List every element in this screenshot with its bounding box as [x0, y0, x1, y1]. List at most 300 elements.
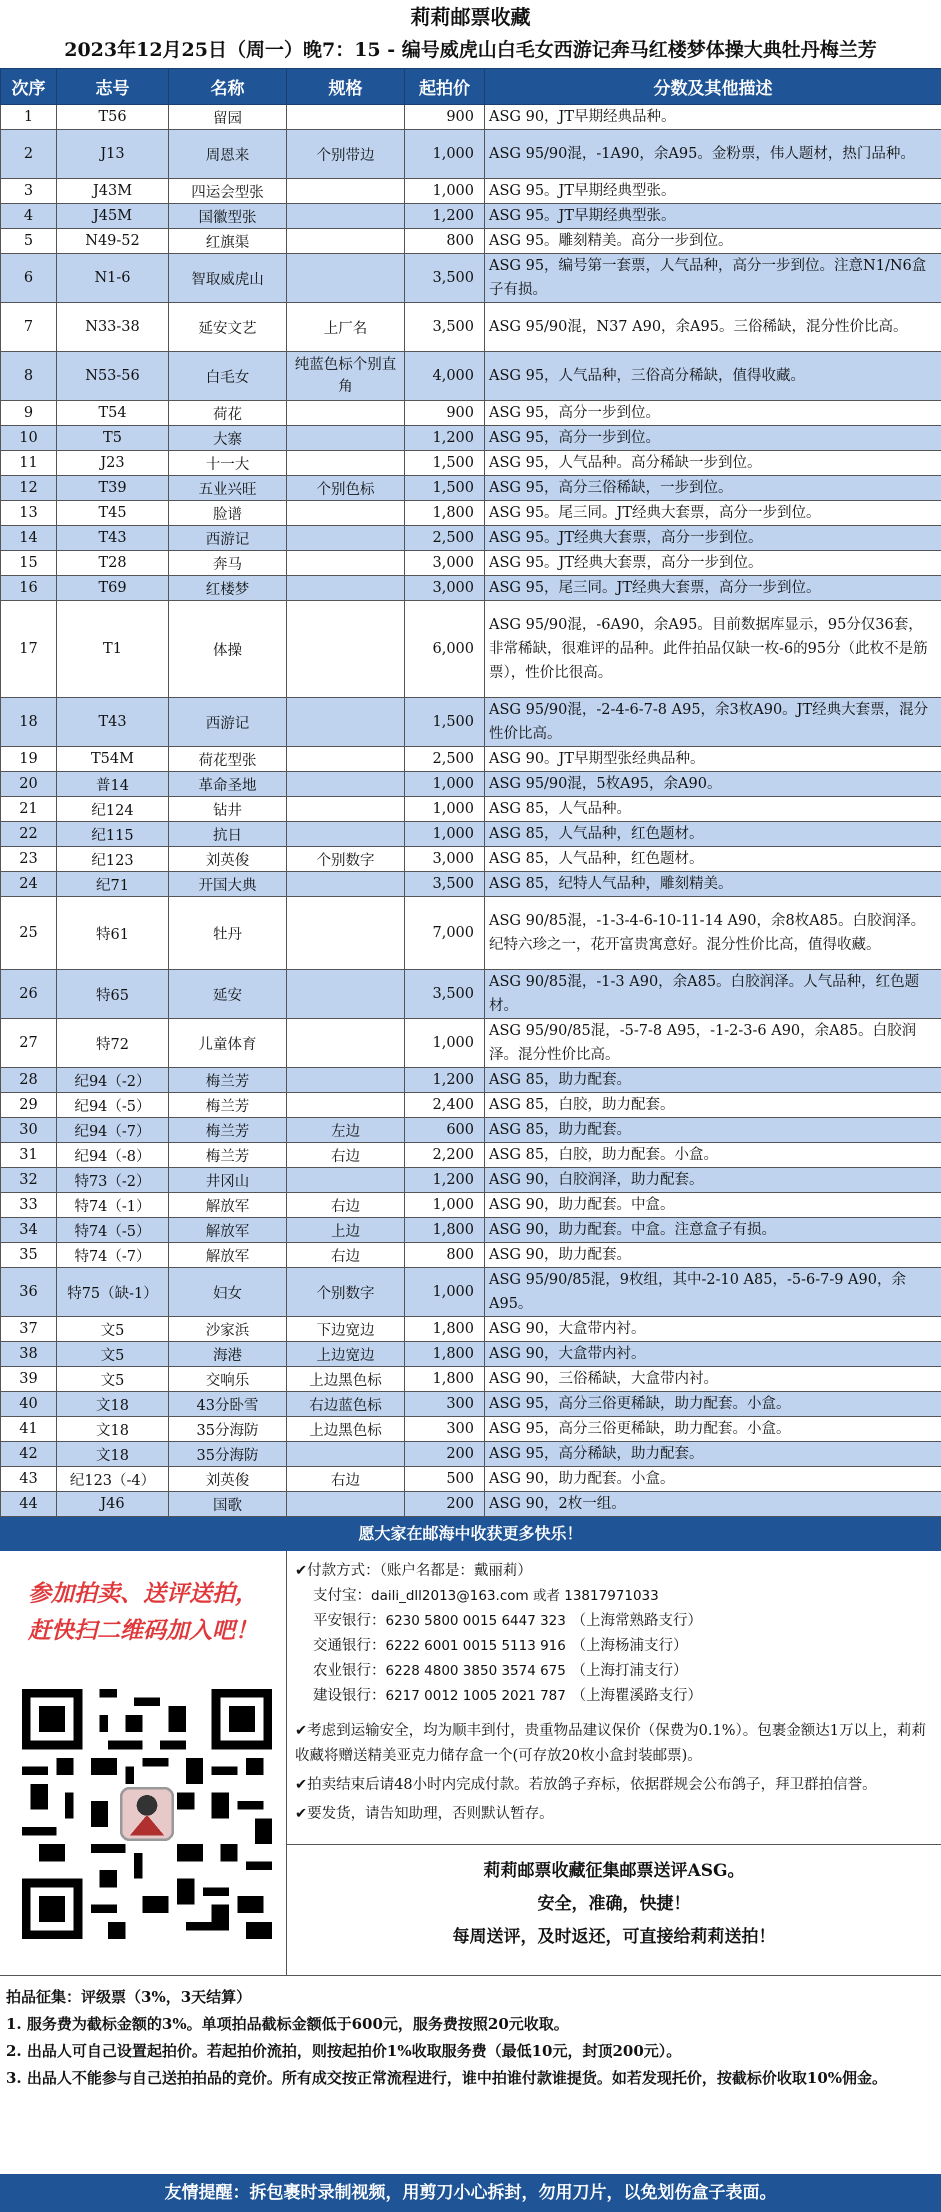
lot-name: 革命圣地 [169, 772, 287, 797]
lot-price: 300 [405, 1417, 485, 1442]
lot-code: J46 [57, 1492, 169, 1517]
lot-spec: 上边黑色标 [287, 1367, 405, 1392]
lot-number: 36 [1, 1268, 57, 1317]
lot-desc: ASG 85，白胶，助力配套。小盒。 [485, 1143, 941, 1168]
lot-spec [287, 179, 405, 204]
lot-code: J43M [57, 179, 169, 204]
payment-note: ✔考虑到运输安全，均为顺丰到付，贵重物品建议保价（保费为0.1%）。包裹金额达1万以上，莉莉收藏将赠送精美亚克力储存盒一个(可存放20枚小盒封装邮票)。 [295, 1723, 926, 1764]
lot-spec: 右边 [287, 1467, 405, 1492]
lot-name: 交响乐 [169, 1367, 287, 1392]
bank-branch: （上海打浦支行） [571, 1663, 688, 1679]
table-row [1, 1168, 941, 1193]
lot-price: 200 [405, 1492, 485, 1517]
lot-number: 28 [1, 1068, 57, 1093]
lot-spec [287, 747, 405, 772]
lot-spec: 个别数字 [287, 847, 405, 872]
lot-desc: ASG 95/90混，5枚A95，余A90。 [485, 772, 941, 797]
table-row [1, 1442, 941, 1467]
lot-spec: 左边 [287, 1118, 405, 1143]
lot-number: 18 [1, 698, 57, 747]
lot-number: 5 [1, 229, 57, 254]
lot-price: 1,500 [405, 698, 485, 747]
table-row [1, 1342, 941, 1367]
lot-spec [287, 601, 405, 698]
lot-price: 4,000 [405, 352, 485, 401]
lot-number: 1 [1, 105, 57, 130]
lot-number: 38 [1, 1342, 57, 1367]
lot-name: 沙家浜 [169, 1317, 287, 1342]
lot-name: 井冈山 [169, 1168, 287, 1193]
lot-desc: ASG 95，人气品种。高分稀缺一步到位。 [485, 451, 941, 476]
lot-price: 1,800 [405, 1317, 485, 1342]
collection-rule: 2. 出品人可自己设置起拍价。若起拍价流拍，则按起拍价1%收取服务费（最低10元，封顶200元）。 [6, 2042, 682, 2060]
table-row [1, 551, 941, 576]
lots-table [0, 68, 941, 1517]
table-row [1, 1019, 941, 1068]
lot-price: 600 [405, 1118, 485, 1143]
lot-number: 33 [1, 1193, 57, 1218]
lot-number: 14 [1, 526, 57, 551]
lot-desc: ASG 95/90混，N37 A90，余A95。三俗稀缺，混分性价比高。 [485, 303, 941, 352]
lot-number: 20 [1, 772, 57, 797]
lot-desc: ASG 95。JT经典大套票，高分一步到位。 [485, 551, 941, 576]
lot-desc: ASG 95。JT经典大套票，高分一步到位。 [485, 526, 941, 551]
lots-table-body [1, 105, 941, 1517]
catalog-subtitle: 2023年12月25日（周一）晚7：15 - 编号威虎山白毛女西游记奔马红楼梦体操大典牡丹梅兰芳 [64, 39, 877, 61]
lot-name: 刘英俊 [169, 847, 287, 872]
lot-code: 文18 [57, 1442, 169, 1467]
lot-number: 7 [1, 303, 57, 352]
lot-code: N33-38 [57, 303, 169, 352]
bank-account: 6230 5800 0015 6447 323 [385, 1613, 566, 1629]
lot-spec [287, 501, 405, 526]
lot-price: 1,200 [405, 426, 485, 451]
lot-name: 西游记 [169, 526, 287, 551]
lot-spec: 上厂名 [287, 303, 405, 352]
lot-price: 900 [405, 401, 485, 426]
bank-branch: （上海瞿溪路支行） [571, 1688, 702, 1704]
lot-code: 纪123 [57, 847, 169, 872]
lot-name: 智取威虎山 [169, 254, 287, 303]
lot-price: 3,500 [405, 303, 485, 352]
lot-desc: ASG 95，高分三俗更稀缺，助力配套。小盒。 [485, 1392, 941, 1417]
lot-price: 3,000 [405, 847, 485, 872]
lot-price: 1,000 [405, 1193, 485, 1218]
table-row [1, 1467, 941, 1492]
lot-desc: ASG 90，三俗稀缺，大盒带内衬。 [485, 1367, 941, 1392]
lot-spec: 纯蓝色标个别直角 [287, 352, 405, 401]
lot-desc: ASG 90，大盒带内衬。 [485, 1342, 941, 1367]
col-header-spec: 规格 [287, 69, 405, 105]
payment-note: ✔要发货，请告知助理，否则默认暂存。 [295, 1806, 554, 1822]
lot-number: 27 [1, 1019, 57, 1068]
lot-price: 3,500 [405, 970, 485, 1019]
lot-name: 牡丹 [169, 897, 287, 970]
table-row [1, 303, 941, 352]
lot-code: T28 [57, 551, 169, 576]
lot-number: 13 [1, 501, 57, 526]
payment-note: ✔拍卖结束后请48小时内完成付款。若放鸽子弃标，依据群规会公布鸽子，拜卫群拍信誉。 [295, 1777, 877, 1793]
bank-row [295, 1684, 931, 1709]
lot-spec [287, 426, 405, 451]
lot-desc: ASG 95，高分一步到位。 [485, 401, 941, 426]
lot-desc: ASG 90，助力配套。小盒。 [485, 1467, 941, 1492]
join-line1: 参加拍卖、送评送拍， [28, 1580, 258, 1607]
banner: 愿大家在邮海中收获更多快乐！ [0, 1517, 941, 1551]
col-header-name: 名称 [169, 69, 287, 105]
lot-spec [287, 576, 405, 601]
lot-price: 1,800 [405, 1367, 485, 1392]
lot-desc: ASG 95/90混，-1A90，余A95。金粉票，伟人题材，热门品种。 [485, 130, 941, 179]
table-row [1, 426, 941, 451]
lot-spec [287, 1093, 405, 1118]
alipay-label: 支付宝： [313, 1588, 371, 1604]
promo-line2: 安全，准确，快捷！ [537, 1894, 691, 1914]
lot-price: 500 [405, 1467, 485, 1492]
lot-code: 特74（-1） [57, 1193, 169, 1218]
lot-name: 海港 [169, 1342, 287, 1367]
lot-name: 梅兰芳 [169, 1118, 287, 1143]
lot-spec: 上边 [287, 1218, 405, 1243]
table-row [1, 526, 941, 551]
lot-code: 特75（缺-1） [57, 1268, 169, 1317]
lot-spec [287, 698, 405, 747]
table-row [1, 822, 941, 847]
lot-code: 纪123（-4） [57, 1467, 169, 1492]
lot-name: 国徽型张 [169, 204, 287, 229]
lot-code: 纪94（-8） [57, 1143, 169, 1168]
lot-number: 34 [1, 1218, 57, 1243]
table-row [1, 1093, 941, 1118]
lot-name: 梅兰芳 [169, 1143, 287, 1168]
lot-number: 16 [1, 576, 57, 601]
lot-code: 文5 [57, 1317, 169, 1342]
lot-price: 200 [405, 1442, 485, 1467]
bank-row [295, 1609, 931, 1634]
lot-number: 32 [1, 1168, 57, 1193]
lot-spec [287, 1068, 405, 1093]
lot-name: 四运会型张 [169, 179, 287, 204]
table-row [1, 501, 941, 526]
collection-rules [0, 1976, 941, 2100]
lot-name: 刘英俊 [169, 1467, 287, 1492]
lot-number: 23 [1, 847, 57, 872]
lot-price: 3,000 [405, 551, 485, 576]
lot-desc: ASG 85，纪特人气品种，雕刻精美。 [485, 872, 941, 897]
table-row [1, 1118, 941, 1143]
lot-desc: ASG 85，助力配套。 [485, 1118, 941, 1143]
lot-desc: ASG 90。JT早期型张经典品种。 [485, 747, 941, 772]
lot-number: 43 [1, 1467, 57, 1492]
lot-number: 9 [1, 401, 57, 426]
lot-code: T1 [57, 601, 169, 698]
lot-desc: ASG 95/90/85混，-5-7-8 A95，-1-2-3-6 A90，余A85。白胶润泽。混分性价比高。 [485, 1019, 941, 1068]
lot-name: 解放军 [169, 1243, 287, 1268]
rules-list [6, 2011, 935, 2092]
lot-spec [287, 897, 405, 970]
payment-info [287, 1551, 941, 1845]
table-row [1, 847, 941, 872]
table-row [1, 897, 941, 970]
lot-price: 1,200 [405, 204, 485, 229]
lot-desc: ASG 95，尾三同。JT经典大套票，高分一步到位。 [485, 576, 941, 601]
lot-desc: ASG 95，高分一步到位。 [485, 426, 941, 451]
table-row [1, 601, 941, 698]
lot-code: 普14 [57, 772, 169, 797]
lot-price: 1,800 [405, 501, 485, 526]
lot-number: 29 [1, 1093, 57, 1118]
lot-price: 1,000 [405, 822, 485, 847]
lot-price: 1,000 [405, 797, 485, 822]
lot-price: 2,500 [405, 526, 485, 551]
lot-price: 1,000 [405, 179, 485, 204]
lot-code: 特74（-7） [57, 1243, 169, 1268]
lot-code: 特61 [57, 897, 169, 970]
lot-code: 文18 [57, 1417, 169, 1442]
table-row [1, 179, 941, 204]
lot-name: 35分海防 [169, 1442, 287, 1467]
lot-code: J23 [57, 451, 169, 476]
lot-price: 1,000 [405, 1268, 485, 1317]
table-row [1, 352, 941, 401]
lot-number: 40 [1, 1392, 57, 1417]
lot-code: T54M [57, 747, 169, 772]
bank-account: 6222 6001 0015 5113 916 [385, 1638, 566, 1654]
lot-spec [287, 1168, 405, 1193]
lot-desc: ASG 90，2枚一组。 [485, 1492, 941, 1517]
lot-desc: ASG 85，白胶，助力配套。 [485, 1093, 941, 1118]
collection-rule: 3. 出品人不能参与自己送拍拍品的竞价。所有成交按正常流程进行，谁中拍谁付款谁提货。如若发现托价，按截标价收取10%佣金。 [6, 2069, 888, 2087]
lot-code: 特74（-5） [57, 1218, 169, 1243]
bank-name: 农业银行： [313, 1663, 386, 1679]
table-row [1, 576, 941, 601]
lot-name: 十一大 [169, 451, 287, 476]
lot-price: 300 [405, 1392, 485, 1417]
lot-number: 37 [1, 1317, 57, 1342]
lot-spec [287, 526, 405, 551]
lot-code: 纪94（-5） [57, 1093, 169, 1118]
table-row [1, 970, 941, 1019]
lot-name: 白毛女 [169, 352, 287, 401]
table-row [1, 1068, 941, 1093]
lot-name: 五业兴旺 [169, 476, 287, 501]
table-row [1, 772, 941, 797]
alipay-row [295, 1584, 931, 1609]
lot-price: 1,200 [405, 1168, 485, 1193]
reminder-banner: 友情提醒：拆包裹时录制视频，用剪刀小心拆封，勿用刀片，以免划伤盒子表面。 [0, 2174, 941, 2212]
lot-desc: ASG 90，助力配套。中盒。 [485, 1193, 941, 1218]
table-row [1, 451, 941, 476]
lot-number: 15 [1, 551, 57, 576]
col-header-desc: 分数及其他描述 [485, 69, 941, 105]
qr-code-icon[interactable] [22, 1689, 272, 1939]
lot-spec [287, 551, 405, 576]
lot-code: T56 [57, 105, 169, 130]
bank-row [295, 1659, 931, 1684]
lot-desc: ASG 90，大盒带内衬。 [485, 1317, 941, 1342]
lot-number: 31 [1, 1143, 57, 1168]
lot-name: 西游记 [169, 698, 287, 747]
table-row [1, 1492, 941, 1517]
lot-desc: ASG 85，人气品种，红色题材。 [485, 847, 941, 872]
table-row [1, 1243, 941, 1268]
lot-code: T69 [57, 576, 169, 601]
lot-number: 26 [1, 970, 57, 1019]
table-row [1, 1143, 941, 1168]
bank-row [295, 1634, 931, 1659]
bank-name: 建设银行： [313, 1688, 386, 1704]
join-line2: 赶快扫二维码加入吧！ [28, 1617, 258, 1644]
lot-code: N53-56 [57, 352, 169, 401]
table-header-row [1, 69, 941, 105]
col-header-code: 志号 [57, 69, 169, 105]
table-row [1, 105, 941, 130]
lot-number: 4 [1, 204, 57, 229]
lot-price: 2,500 [405, 747, 485, 772]
table-row [1, 401, 941, 426]
lot-name: 解放军 [169, 1218, 287, 1243]
lot-name: 脸谱 [169, 501, 287, 526]
lot-price: 1,000 [405, 130, 485, 179]
bank-name: 平安银行： [313, 1613, 386, 1629]
lot-price: 1,500 [405, 451, 485, 476]
table-row [1, 476, 941, 501]
lot-price: 3,500 [405, 872, 485, 897]
lot-name: 35分海防 [169, 1417, 287, 1442]
lot-spec [287, 872, 405, 897]
lot-number: 8 [1, 352, 57, 401]
lot-name: 43分卧雪 [169, 1392, 287, 1417]
lot-price: 900 [405, 105, 485, 130]
catalog-title: 莉莉邮票收藏 [410, 5, 531, 29]
lot-name: 荷花型张 [169, 747, 287, 772]
lot-spec [287, 1492, 405, 1517]
payment-notes [295, 1719, 931, 1827]
alipay-account: daili_dll2013@163.com 或者 13817971033 [371, 1588, 659, 1604]
lot-number: 25 [1, 897, 57, 970]
lot-name: 解放军 [169, 1193, 287, 1218]
lot-price: 1,200 [405, 1068, 485, 1093]
lot-spec [287, 204, 405, 229]
lot-number: 39 [1, 1367, 57, 1392]
lot-number: 42 [1, 1442, 57, 1467]
lot-number: 12 [1, 476, 57, 501]
lot-desc: ASG 95，编号第一套票，人气品种，高分一步到位。注意N1/N6盒子有损。 [485, 254, 941, 303]
lot-name: 红旗渠 [169, 229, 287, 254]
lot-code: 纪94（-2） [57, 1068, 169, 1093]
lot-number: 30 [1, 1118, 57, 1143]
lot-code: T45 [57, 501, 169, 526]
table-row [1, 1392, 941, 1417]
lot-price: 800 [405, 229, 485, 254]
table-row [1, 698, 941, 747]
lot-spec [287, 970, 405, 1019]
lot-spec: 上边黑色标 [287, 1417, 405, 1442]
promo-box [287, 1845, 941, 1975]
lot-code: 纪94（-7） [57, 1118, 169, 1143]
join-text [0, 1551, 286, 1649]
bank-branch: （上海杨浦支行） [571, 1638, 688, 1654]
table-row [1, 1193, 941, 1218]
lot-code: T54 [57, 401, 169, 426]
bank-account: 6228 4800 3850 3574 675 [385, 1663, 566, 1679]
lot-desc: ASG 90，助力配套。 [485, 1243, 941, 1268]
lot-price: 1,800 [405, 1342, 485, 1367]
lot-spec: 右边 [287, 1193, 405, 1218]
collection-rule: 1. 服务费为截标金额的3%。单项拍品截标金额低于600元，服务费按照20元收取。 [6, 2015, 569, 2033]
lot-spec [287, 1019, 405, 1068]
lot-desc: ASG 85，人气品种。 [485, 797, 941, 822]
table-row [1, 204, 941, 229]
lot-name: 奔马 [169, 551, 287, 576]
lot-name: 梅兰芳 [169, 1093, 287, 1118]
lot-code: N1-6 [57, 254, 169, 303]
lot-desc: ASG 95，高分三俗更稀缺，助力配套。小盒。 [485, 1417, 941, 1442]
lot-spec: 个别色标 [287, 476, 405, 501]
lot-spec [287, 229, 405, 254]
lot-code: 文18 [57, 1392, 169, 1417]
lot-desc: ASG 90，白胶润泽，助力配套。 [485, 1168, 941, 1193]
lot-code: N49-52 [57, 229, 169, 254]
lot-price: 1,800 [405, 1218, 485, 1243]
lot-desc: ASG 95/90/85混，9枚组，其中-2-10 A85，-5-6-7-9 A90，余A95。 [485, 1268, 941, 1317]
lot-number: 44 [1, 1492, 57, 1517]
payment-and-promo [287, 1551, 941, 1975]
lot-code: 纪124 [57, 797, 169, 822]
lot-spec [287, 105, 405, 130]
table-row [1, 1218, 941, 1243]
col-header-no: 次序 [1, 69, 57, 105]
lot-spec [287, 1442, 405, 1467]
lot-code: J13 [57, 130, 169, 179]
table-row [1, 1317, 941, 1342]
lot-desc: ASG 95，高分三俗稀缺，一步到位。 [485, 476, 941, 501]
lot-name: 国歌 [169, 1492, 287, 1517]
table-row [1, 1268, 941, 1317]
lot-desc: ASG 95。JT早期经典型张。 [485, 204, 941, 229]
lot-name: 儿童体育 [169, 1019, 287, 1068]
lot-code: J45M [57, 204, 169, 229]
lot-spec [287, 822, 405, 847]
lot-number: 10 [1, 426, 57, 451]
table-row [1, 229, 941, 254]
lot-price: 3,500 [405, 254, 485, 303]
lot-code: T43 [57, 526, 169, 551]
lot-code: 文5 [57, 1342, 169, 1367]
lot-name: 妇女 [169, 1268, 287, 1317]
lot-spec: 个别数字 [287, 1268, 405, 1317]
lot-spec [287, 772, 405, 797]
bank-list [295, 1609, 931, 1709]
table-row [1, 254, 941, 303]
lot-code: 特72 [57, 1019, 169, 1068]
lot-code: 特65 [57, 970, 169, 1019]
lot-code: 文5 [57, 1367, 169, 1392]
lot-desc: ASG 95，人气品种，三俗高分稀缺，值得收藏。 [485, 352, 941, 401]
table-row [1, 747, 941, 772]
lot-desc: ASG 90/85混，-1-3 A90，余A85。白胶润泽。人气品种，红色题材。 [485, 970, 941, 1019]
lot-desc: ASG 85，人气品种，红色题材。 [485, 822, 941, 847]
lot-price: 7,000 [405, 897, 485, 970]
lot-spec: 上边宽边 [287, 1342, 405, 1367]
lot-desc: ASG 95。尾三同。JT经典大套票，高分一步到位。 [485, 501, 941, 526]
lot-name: 延安 [169, 970, 287, 1019]
lot-number: 6 [1, 254, 57, 303]
bank-name: 交通银行： [313, 1638, 386, 1654]
lot-code: 特73（-2） [57, 1168, 169, 1193]
lot-number: 22 [1, 822, 57, 847]
lot-number: 24 [1, 872, 57, 897]
